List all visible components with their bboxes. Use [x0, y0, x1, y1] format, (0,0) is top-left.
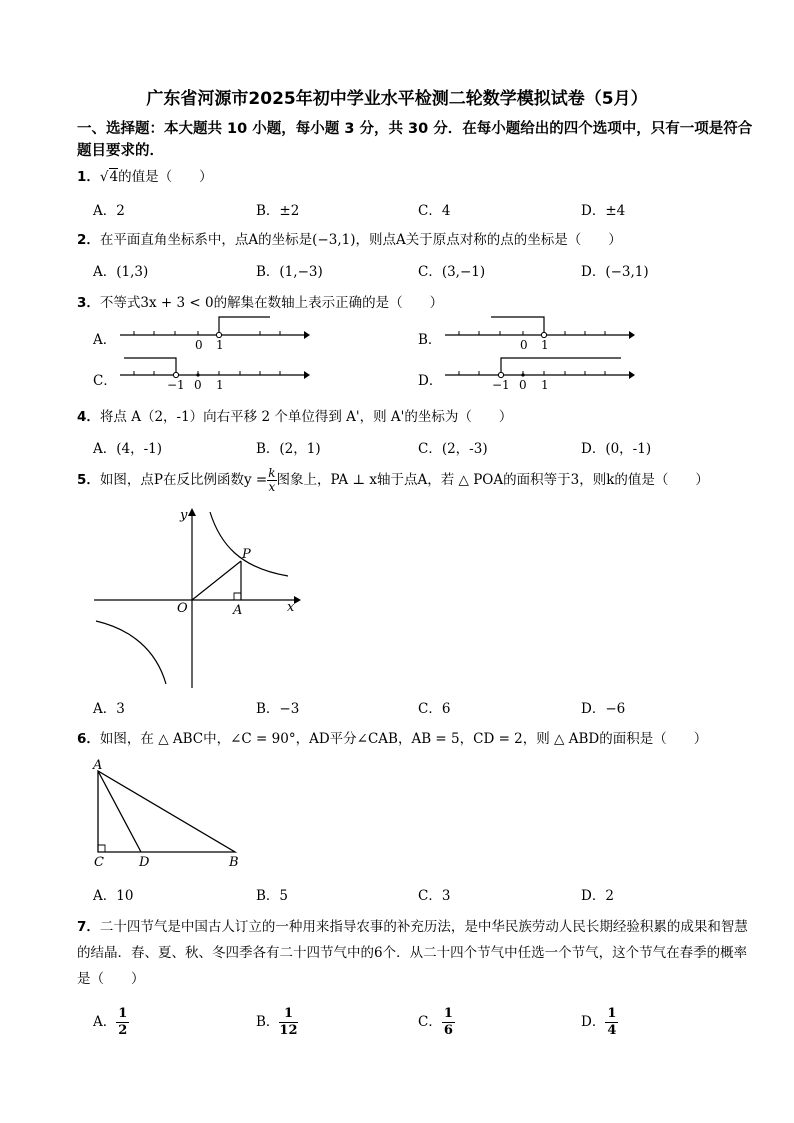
- vertex-label-c: C: [94, 855, 104, 870]
- question-1: [77, 165, 213, 185]
- question-stem-continued: 图象上，PA ⊥ x轴于点A，若 △ POA的面积等于3，则k的值是（ ）: [276, 472, 709, 488]
- question-number: 5．: [77, 472, 100, 488]
- option-b: B．: [418, 332, 442, 348]
- question-stem: 如图，点P在反比例函数y =: [99, 472, 268, 488]
- question-number: 3．: [77, 295, 100, 311]
- option-c: C．4: [418, 203, 451, 219]
- question-stem: 的值是（ ）: [118, 169, 213, 185]
- tick-label-neg1: −1: [167, 378, 185, 392]
- question-number: 4．: [77, 409, 100, 425]
- tick-label-1: 1: [216, 378, 224, 392]
- tick-label-neg1: −1: [492, 378, 510, 392]
- option-d: D．(0，-1): [581, 441, 652, 457]
- number-line-a: [118, 312, 310, 352]
- option-label: A．: [93, 1014, 117, 1030]
- question-number: 2．: [77, 232, 100, 248]
- option-a: A．: [93, 332, 117, 348]
- tick-label-1: 1: [541, 378, 549, 392]
- option-d: [581, 1006, 618, 1039]
- option-a: [93, 1006, 129, 1039]
- option-b: [256, 1006, 298, 1039]
- number-line-c: [118, 352, 310, 392]
- option-b: B．±2: [256, 203, 300, 219]
- option-a: A．10: [93, 888, 134, 904]
- option-label: C．: [418, 1014, 442, 1030]
- option-c: [418, 1006, 455, 1039]
- question-3: [77, 291, 443, 311]
- question-2: [77, 228, 622, 248]
- question-5: [77, 466, 709, 494]
- point-label-p: P: [242, 547, 251, 562]
- option-label: D．: [581, 1014, 606, 1030]
- option-d: D．(−3,1): [581, 264, 649, 280]
- fraction-k-over-x: $\frac{k}{x}$: [268, 466, 276, 494]
- vertex-label-a: A: [93, 758, 103, 773]
- tick-label-0: 0: [194, 378, 202, 392]
- option-a: A．3: [93, 701, 125, 717]
- option-c: C．: [93, 373, 117, 389]
- option-fraction: $\frac{1}{4}$: [607, 1006, 617, 1038]
- question-number: 1．: [77, 169, 100, 185]
- option-fraction: $\frac{1}{12}$: [279, 1006, 298, 1038]
- inverse-function-figure: [90, 504, 305, 694]
- option-c: C．(2，-3): [418, 441, 488, 457]
- triangle-figure: [88, 755, 248, 870]
- option-d: D．: [418, 373, 443, 389]
- tick-label-0: 0: [195, 338, 203, 352]
- option-b: B．5: [256, 888, 289, 904]
- option-d: D．2: [581, 888, 614, 904]
- question-stem: 二十四节气是中国古人订立的一种用来指导农事的补充历法，是中华民族劳动人民长期经验积累的成果和智慧的结晶．春、夏、秋、冬四季各有二十四节气中的6个．从二十四个节气中任选一个节气，这个节气在春季的概率是（ ）: [77, 919, 748, 987]
- option-fraction: $\frac{1}{2}$: [118, 1006, 128, 1038]
- tick-label-1: 1: [216, 338, 224, 352]
- tick-label-0: 0: [519, 378, 527, 392]
- question-6: [77, 727, 707, 747]
- axis-label-x: x: [287, 600, 295, 615]
- option-c: C．(3,−1): [418, 264, 486, 280]
- vertex-label-b: B: [229, 855, 239, 870]
- option-fraction: $\frac{1}{6}$: [443, 1006, 453, 1038]
- section-heading: 一、选择题：本大题共 10 小题，每小题 3 分，共 30 分．在每小题给出的四个选项中，只有一项是符合题目要求的．: [77, 121, 753, 159]
- option-d: D．±4: [581, 203, 626, 219]
- number-line-b: [443, 312, 635, 352]
- sqrt-symbol: √: [99, 169, 109, 185]
- option-d: D．−6: [581, 701, 626, 717]
- number-line-d: [443, 352, 635, 392]
- question-number: 7．: [77, 919, 100, 935]
- point-label-a: A: [233, 603, 243, 618]
- question-7: [77, 914, 757, 992]
- question-stem: 在平面直角坐标系中，点A的坐标是(−3,1)，则点A关于原点对称的点的坐标是（ ）: [99, 232, 622, 248]
- tick-label-1: 1: [541, 338, 549, 352]
- curve-branch-1: [210, 512, 288, 576]
- option-c: C．6: [418, 701, 451, 717]
- origin-label: O: [177, 601, 188, 616]
- curve-branch-2: [96, 621, 166, 684]
- option-b: B．(2，1): [256, 441, 321, 457]
- option-a: A．(4，-1): [93, 441, 163, 457]
- option-label: B．: [256, 1014, 280, 1030]
- page-title: 广东省河源市2025年初中学业水平检测二轮数学模拟试卷（5月）: [146, 89, 648, 109]
- vertex-label-d: D: [139, 855, 150, 870]
- option-a: A．2: [93, 203, 125, 219]
- question-stem: 不等式3x + 3 < 0的解集在数轴上表示正确的是（ ）: [99, 295, 444, 311]
- tick-label-0: 0: [520, 338, 528, 352]
- sqrt-radicand: 4: [109, 169, 119, 185]
- question-stem: 如图，在 △ ABC中，∠C = 90°，AD平分∠CAB，AB = 5，CD = 2，则 △ ABD的面积是（ ）: [99, 731, 708, 747]
- option-c: C．3: [418, 888, 451, 904]
- option-b: B．−3: [256, 701, 300, 717]
- axis-label-y: y: [180, 508, 188, 523]
- question-stem: 将点 A（2，-1）向右平移 2 个单位得到 A'，则 A'的坐标为（ ）: [99, 409, 513, 425]
- option-b: B．(1,−3): [256, 264, 323, 280]
- question-number: 6．: [77, 731, 100, 747]
- question-4: [77, 405, 512, 425]
- option-a: A．(1,3): [93, 264, 149, 280]
